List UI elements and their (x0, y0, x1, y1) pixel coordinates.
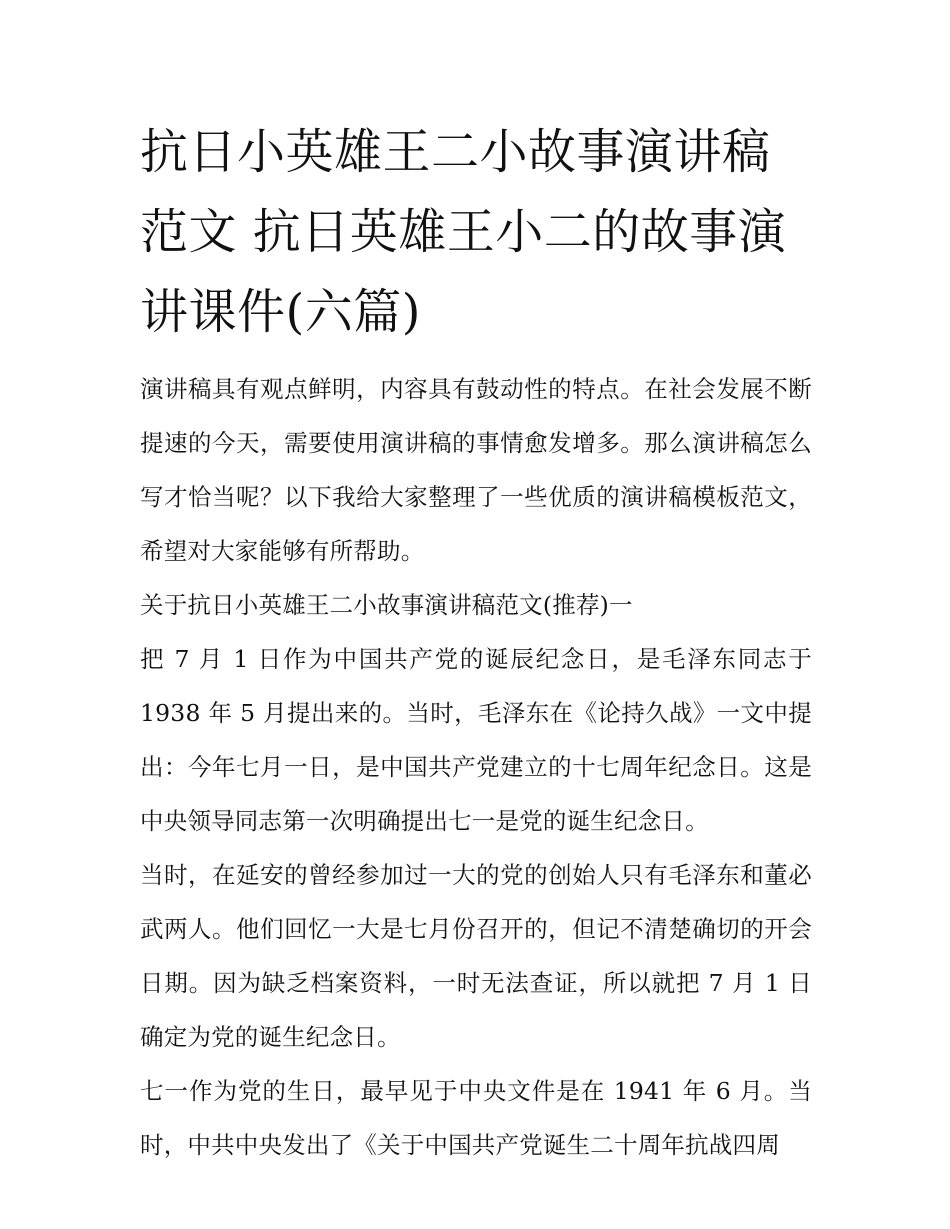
document-page (140, 112, 812, 1172)
body-paragraph-1: 把 7 月 1 日作为中国共产党的诞辰纪念日，是毛泽东同志于 1938 年 5 月提出来的。当时，毛泽东在《论持久战》一文中提出：今年七月一日，是中国共产党建立的十七周年纪念日。这是中央领导同志第一次明确提出七一是党的诞生纪念日。 (140, 645, 812, 835)
section-heading: 关于抗日小英雄王二小故事演讲稿范文(推荐)一 (140, 591, 633, 619)
body-paragraph-2: 当时，在延安的曾经参加过一大的党的创始人只有毛泽东和董必武两人。他们回忆一大是七月份召开的，但记不清楚确切的开会日期。因为缺乏档案资料，一时无法查证，所以就把 7 月 1 日确定为党的诞生纪念日。 (140, 861, 812, 1051)
document-title: 抗日小英雄王二小故事演讲稿范文 抗日英雄王小二的故事演讲课件(六篇) (140, 124, 787, 340)
body-paragraph-3: 七一作为党的生日，最早见于中央文件是在 1941 年 6 月。当时，中共中央发出了《关于中国共产党诞生二十周年抗战四周 (140, 1077, 812, 1159)
document-body (140, 362, 812, 1172)
intro-paragraph: 演讲稿具有观点鲜明，内容具有鼓动性的特点。在社会发展不断提速的今天，需要使用演讲稿的事情愈发增多。那么演讲稿怎么写才恰当呢？以下我给大家整理了一些优质的演讲稿模板范文，希望对大家能够有所帮助。 (140, 375, 812, 565)
